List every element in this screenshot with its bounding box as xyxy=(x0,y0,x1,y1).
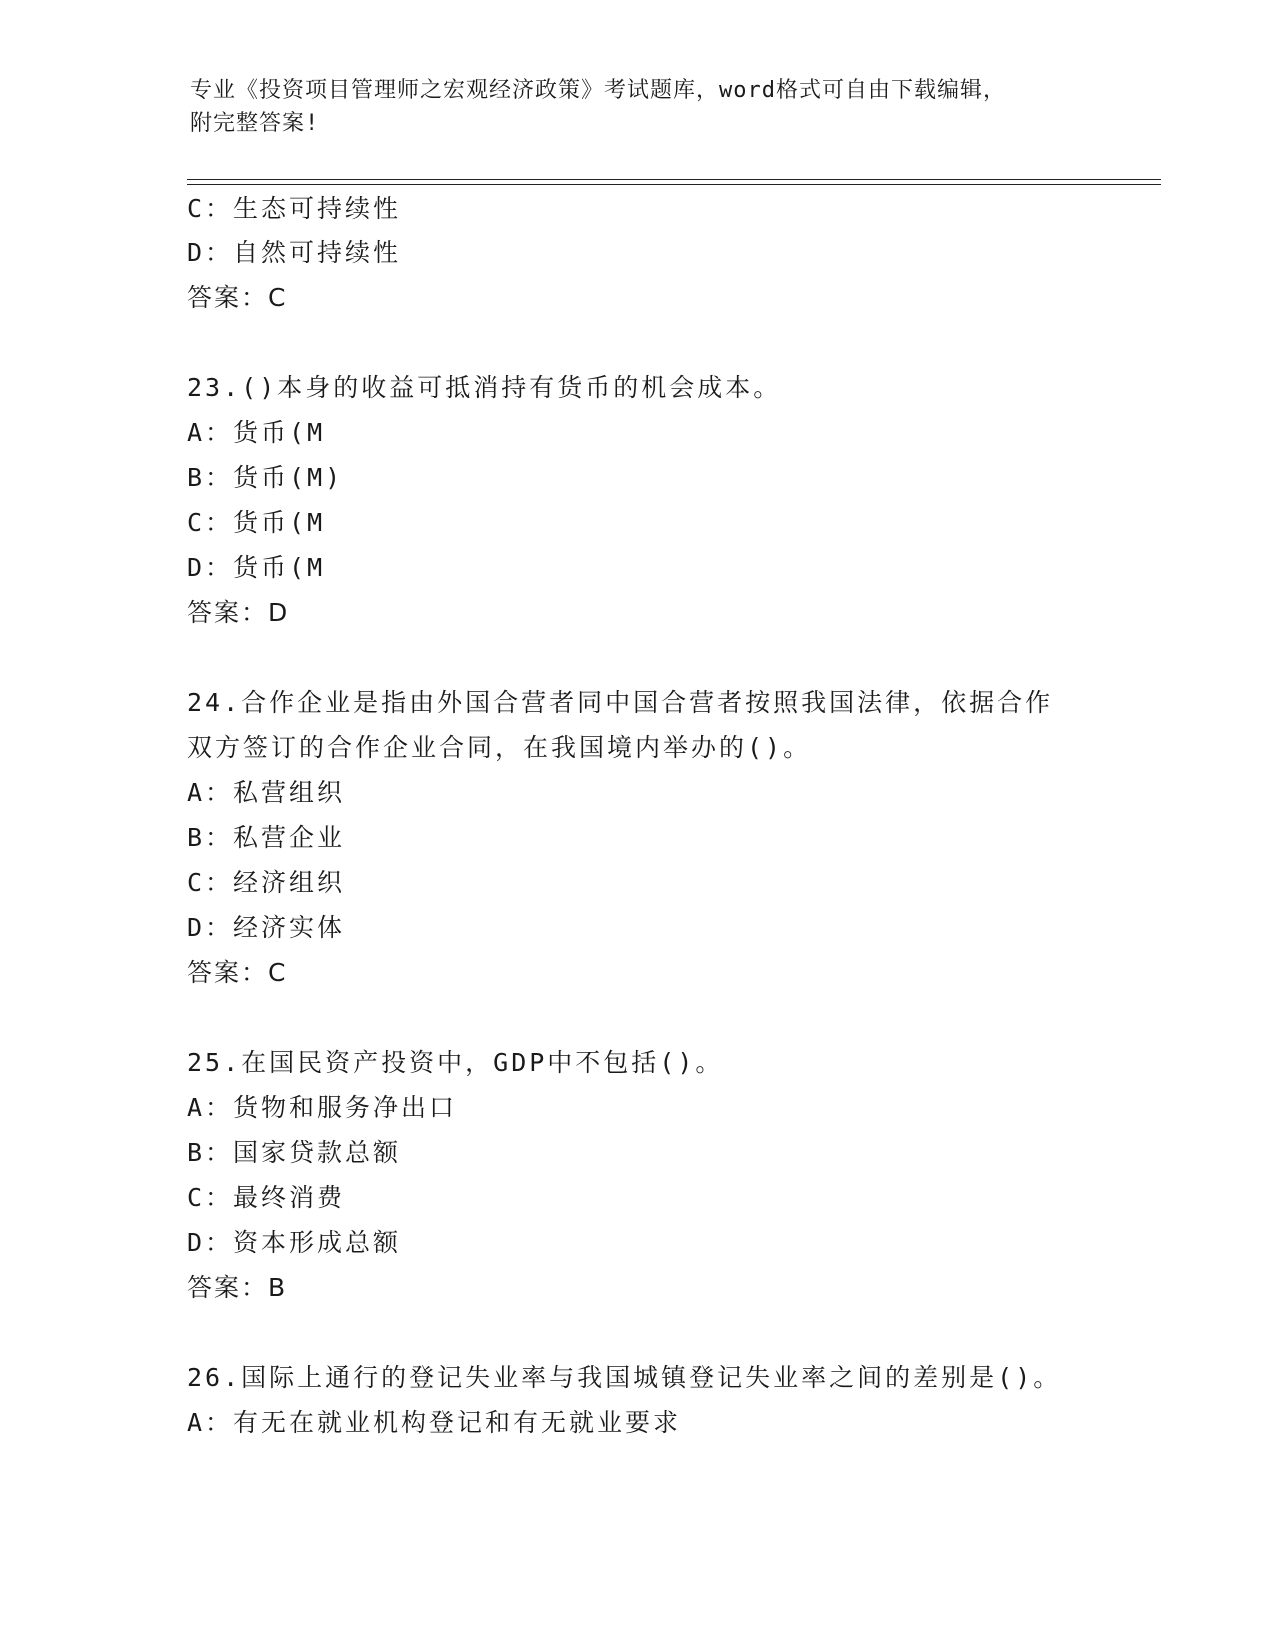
option-d: D：自然可持续性 xyxy=(187,238,402,267)
header-divider-top xyxy=(187,179,1161,180)
question-23-option-c: C：货币(M xyxy=(187,508,326,537)
question-24-answer: 答案：C xyxy=(187,958,288,987)
question-24-option-b: B：私营企业 xyxy=(187,823,346,852)
question-26-option-a: A：有无在就业机构登记和有无就业要求 xyxy=(187,1408,682,1437)
question-25-option-c: C：最终消费 xyxy=(187,1183,346,1212)
question-23-stem: 23.()本身的收益可抵消持有货币的机会成本。 xyxy=(187,373,782,402)
question-24-option-d: D：经济实体 xyxy=(187,913,346,942)
option-c: C：生态可持续性 xyxy=(187,194,402,223)
question-23-option-a: A：货币(M xyxy=(187,418,326,447)
question-25-option-d: D：资本形成总额 xyxy=(187,1228,402,1257)
header-divider-bottom xyxy=(187,184,1161,185)
question-26-stem: 26.国际上通行的登记失业率与我国城镇登记失业率之间的差别是()。 xyxy=(187,1363,1062,1392)
question-25-answer: 答案：B xyxy=(187,1273,288,1302)
question-23-option-b: B：货币(M) xyxy=(187,463,344,492)
question-23-answer: 答案：D xyxy=(187,598,290,627)
question-24-stem-line-2: 双方签订的合作企业合同，在我国境内举办的()。 xyxy=(187,733,812,762)
document-header xyxy=(190,74,1090,140)
answer: 答案：C xyxy=(187,283,288,312)
header-line-2: 附完整答案! xyxy=(190,111,320,136)
question-24-option-a: A：私营组织 xyxy=(187,778,346,807)
question-24-stem-line-1: 24.合作企业是指由外国合营者同中国合营者按照我国法律，依据合作 xyxy=(187,688,1054,717)
question-25-option-a: A：货物和服务净出口 xyxy=(187,1093,458,1122)
question-25-stem: 25.在国民资产投资中，GDP中不包括()。 xyxy=(187,1048,724,1077)
question-23-option-d: D：货币(M xyxy=(187,553,326,582)
question-25-option-b: B：国家贷款总额 xyxy=(187,1138,402,1167)
question-24-option-c: C：经济组织 xyxy=(187,868,346,897)
header-line-1: 专业《投资项目管理师之宏观经济政策》考试题库，word格式可自由下载编辑， xyxy=(190,78,1006,103)
